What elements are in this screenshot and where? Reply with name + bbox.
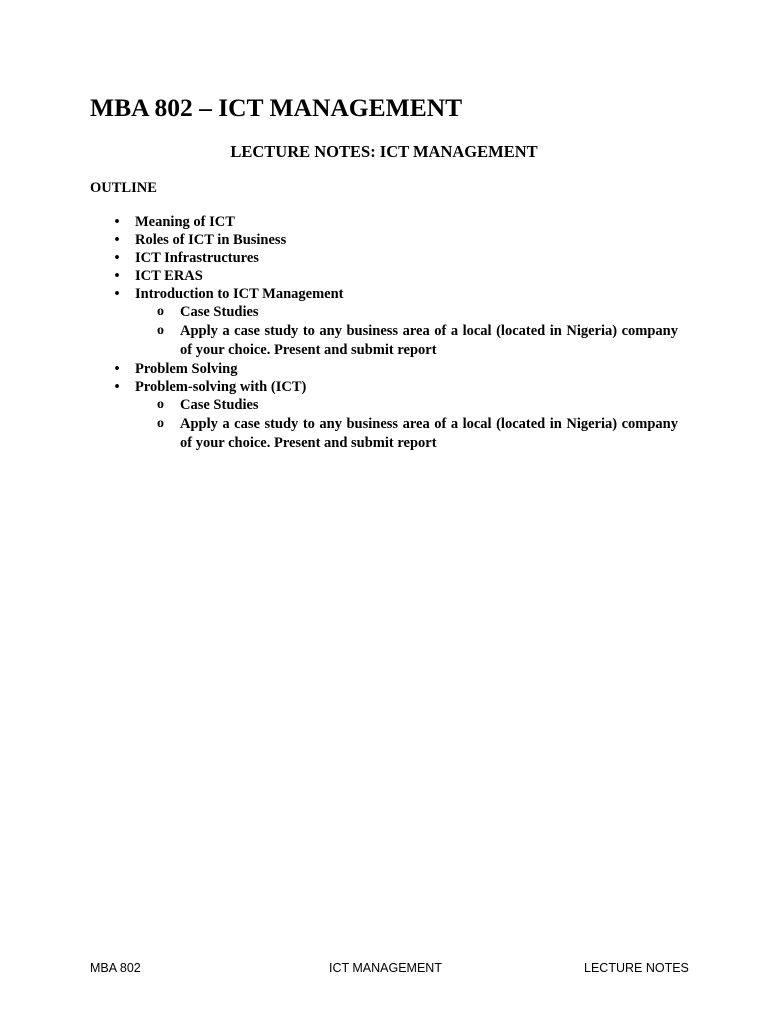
outline-item xyxy=(90,249,678,267)
outline-item xyxy=(90,231,678,249)
footer-center-text: ICT MANAGEMENT xyxy=(329,961,442,975)
outline-item xyxy=(90,378,678,396)
footer-right-text: LECTURE NOTES xyxy=(584,961,689,975)
bullet-icon: • xyxy=(114,214,120,230)
outline-subitem-label: Apply a case study to any business area of a local (located in Nigeria) company of your choice. Present and submit report xyxy=(180,323,678,358)
outline-list xyxy=(90,213,678,453)
outline-subitem xyxy=(90,322,678,360)
outline-item-label: ICT ERAS xyxy=(135,268,203,284)
outline-item xyxy=(90,285,678,303)
sub-bullet-icon: o xyxy=(157,416,164,431)
outline-item-label: Roles of ICT in Business xyxy=(135,232,287,248)
bullet-icon: • xyxy=(114,379,120,395)
bullet-icon: • xyxy=(114,268,120,284)
document-subtitle: LECTURE NOTES: ICT MANAGEMENT xyxy=(230,142,538,161)
outline-item-label: Problem Solving xyxy=(135,361,238,377)
footer-left-text: MBA 802 xyxy=(90,961,141,975)
outline-subitem xyxy=(90,415,678,453)
outline-subitem-label: Case Studies xyxy=(180,397,259,413)
sub-bullet-icon: o xyxy=(157,304,164,319)
outline-item-label: Problem-solving with (ICT) xyxy=(135,379,307,395)
bullet-icon: • xyxy=(114,250,120,266)
document-title: MBA 802 – ICT MANAGEMENT xyxy=(90,93,463,122)
outline-item-label: Introduction to ICT Management xyxy=(135,286,344,302)
outline-subitem-label: Apply a case study to any business area of a local (located in Nigeria) company of your choice. Present and submit report xyxy=(180,416,678,451)
sub-bullet-icon: o xyxy=(157,323,164,338)
outline-item-label: Meaning of ICT xyxy=(135,214,235,230)
outline-subitem-label: Case Studies xyxy=(180,304,259,320)
bullet-icon: • xyxy=(114,286,120,302)
sub-bullet-icon: o xyxy=(157,397,164,412)
bullet-icon: • xyxy=(114,361,120,377)
outline-subitem xyxy=(90,303,678,322)
outline-item xyxy=(90,360,678,378)
outline-heading: OUTLINE xyxy=(90,180,157,196)
outline-subitem xyxy=(90,396,678,415)
outline-item-label: ICT Infrastructures xyxy=(135,250,259,266)
bullet-icon: • xyxy=(114,232,120,248)
outline-item xyxy=(90,213,678,231)
outline-item xyxy=(90,267,678,285)
